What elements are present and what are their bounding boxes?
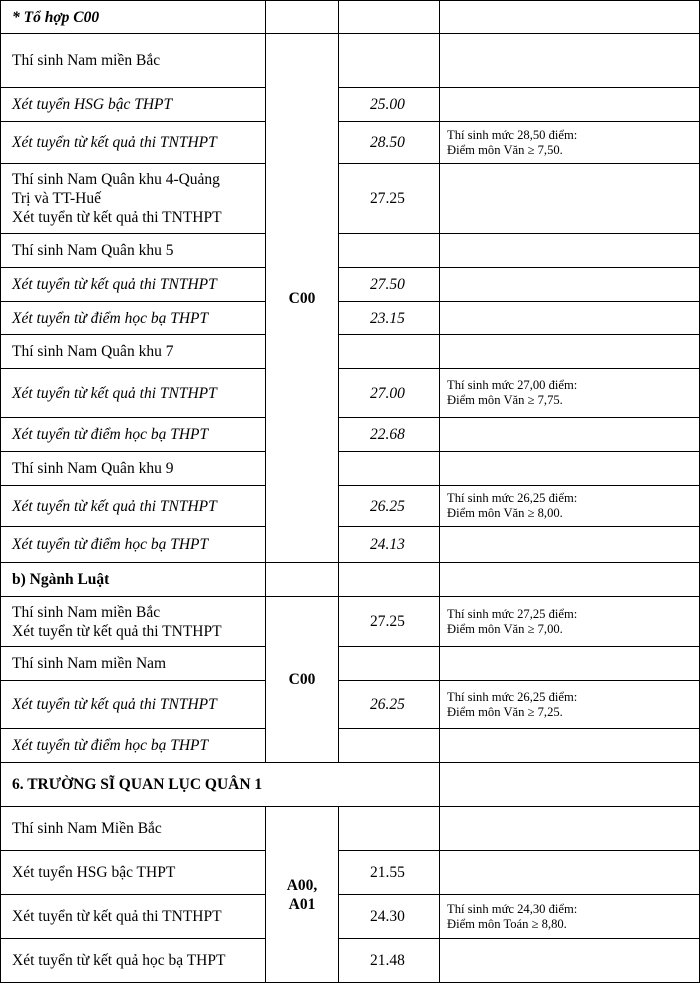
row-label: Xét tuyển HSG bậc THPT: [1, 88, 266, 122]
table-row: [1, 302, 700, 335]
section-heading: b) Ngành Luật: [1, 563, 266, 597]
table-row: [1, 647, 700, 681]
row-label: Xét tuyển từ kết quả thi TNTHPT: [1, 486, 266, 527]
table-row: [1, 335, 700, 369]
note-line: Điểm môn Văn ≥ 7,50.: [447, 142, 563, 157]
score: 27.00: [339, 369, 440, 418]
row-label: Thí sinh Nam Quân khu 9: [1, 452, 266, 486]
note-line: Thí sinh mức 27,00 điểm:: [447, 378, 578, 392]
score: 27.50: [339, 268, 440, 302]
note-line: Thí sinh mức 24,30 điểm:: [447, 901, 578, 916]
row-label: Xét tuyển từ kết quả học bạ THPT: [1, 939, 266, 983]
table-row: [1, 164, 700, 234]
table-row: [1, 527, 700, 563]
subject-combination-code: [266, 807, 339, 983]
row-label: Xét tuyển từ điểm học bạ THPT: [1, 302, 266, 335]
row-label: Thí sinh Nam Quân khu 5: [1, 234, 266, 268]
score: 27.25: [339, 164, 440, 234]
row-label: Xét tuyển từ kết quả thi TNTHPT: [1, 122, 266, 164]
label-line: Thí sinh Nam miền Bắc: [12, 603, 161, 621]
table-row: [1, 268, 700, 302]
row-label: Thí sinh Nam miền Bắc: [1, 34, 266, 88]
label-line: Trị và TT-Huế: [12, 190, 101, 207]
note-line: Thí sinh mức 26,25 điểm:: [447, 689, 578, 704]
row-label: Xét tuyển HSG bậc THPT: [1, 851, 266, 895]
tiebreak-note: [440, 122, 700, 164]
subject-combination-code: C00: [266, 597, 339, 763]
score: 22.68: [339, 418, 440, 452]
tiebreak-note: [440, 597, 700, 647]
code-line: A00,: [286, 876, 318, 894]
section-heading-row: [1, 1, 700, 34]
row-label: [1, 597, 266, 647]
table-row: [1, 234, 700, 268]
table-row: [1, 807, 700, 851]
section-heading-row: [1, 563, 700, 597]
table-row: [1, 122, 700, 164]
score: 24.13: [339, 527, 440, 563]
score: 21.48: [339, 939, 440, 983]
table-row: [1, 681, 700, 729]
note-line: Điểm môn Văn ≥ 7,25.: [447, 704, 563, 719]
table-row: [1, 939, 700, 983]
note-line: Thí sinh mức 27,25 điểm:: [447, 606, 578, 621]
row-label: Xét tuyển từ kết quả thi TNTHPT: [1, 681, 266, 729]
note-line: Điểm môn Văn ≥ 7,00.: [447, 621, 563, 636]
score: 26.25: [339, 681, 440, 729]
section-heading: 6. TRƯỜNG SĨ QUAN LỤC QUÂN 1: [1, 763, 440, 807]
score: 23.15: [339, 302, 440, 335]
row-label: Thí sinh Nam Quân khu 7: [1, 335, 266, 369]
table-row: [1, 369, 700, 418]
tiebreak-note: [440, 486, 700, 527]
section-heading: * Tổ hợp C00: [1, 1, 266, 34]
table-row: [1, 452, 700, 486]
code-line: A01: [288, 895, 316, 913]
tiebreak-note: [440, 369, 700, 418]
label-line: Thí sinh Nam Quân khu 4-Quảng: [12, 171, 220, 188]
table-row: [1, 597, 700, 647]
note-line: Điểm môn Văn ≥ 8,00.: [447, 506, 563, 520]
table-row: [1, 851, 700, 895]
score: 26.25: [339, 486, 440, 527]
score: 27.25: [339, 597, 440, 647]
note-line: Thí sinh mức 26,25 điểm:: [447, 491, 578, 505]
note-line: Điểm môn Văn ≥ 7,75.: [447, 393, 563, 407]
row-label: [1, 164, 266, 234]
row-label: Xét tuyển từ kết quả thi TNTHPT: [1, 268, 266, 302]
label-line: Xét tuyển từ kết quả thi TNTHPT: [12, 209, 222, 226]
section-heading-row: [1, 763, 700, 807]
row-label: Xét tuyển từ kết quả thi TNTHPT: [1, 895, 266, 939]
row-label: Thí sinh Nam Miền Bắc: [1, 807, 266, 851]
score: 28.50: [339, 122, 440, 164]
note-line: Điểm môn Toán ≥ 8,80.: [447, 916, 567, 931]
note-line: Thí sinh mức 28,50 điểm:: [447, 127, 578, 142]
subject-combination-code: C00: [266, 34, 339, 563]
label-line: Xét tuyển từ kết quả thi TNTHPT: [12, 622, 222, 640]
tiebreak-note: [440, 681, 700, 729]
row-label: Xét tuyển từ điểm học bạ THPT: [1, 527, 266, 563]
table-row: [1, 729, 700, 763]
row-label: Thí sinh Nam miền Nam: [1, 647, 266, 681]
table-row: [1, 895, 700, 939]
table-row: [1, 88, 700, 122]
score: 25.00: [339, 88, 440, 122]
row-label: Xét tuyển từ kết quả thi TNTHPT: [1, 369, 266, 418]
score: 24.30: [339, 895, 440, 939]
row-label: Xét tuyển từ điểm học bạ THPT: [1, 729, 266, 763]
table-row: [1, 486, 700, 527]
row-label: Xét tuyển từ điểm học bạ THPT: [1, 418, 266, 452]
score: 21.55: [339, 851, 440, 895]
table-row: [1, 34, 700, 88]
table-row: [1, 418, 700, 452]
tiebreak-note: [440, 895, 700, 939]
